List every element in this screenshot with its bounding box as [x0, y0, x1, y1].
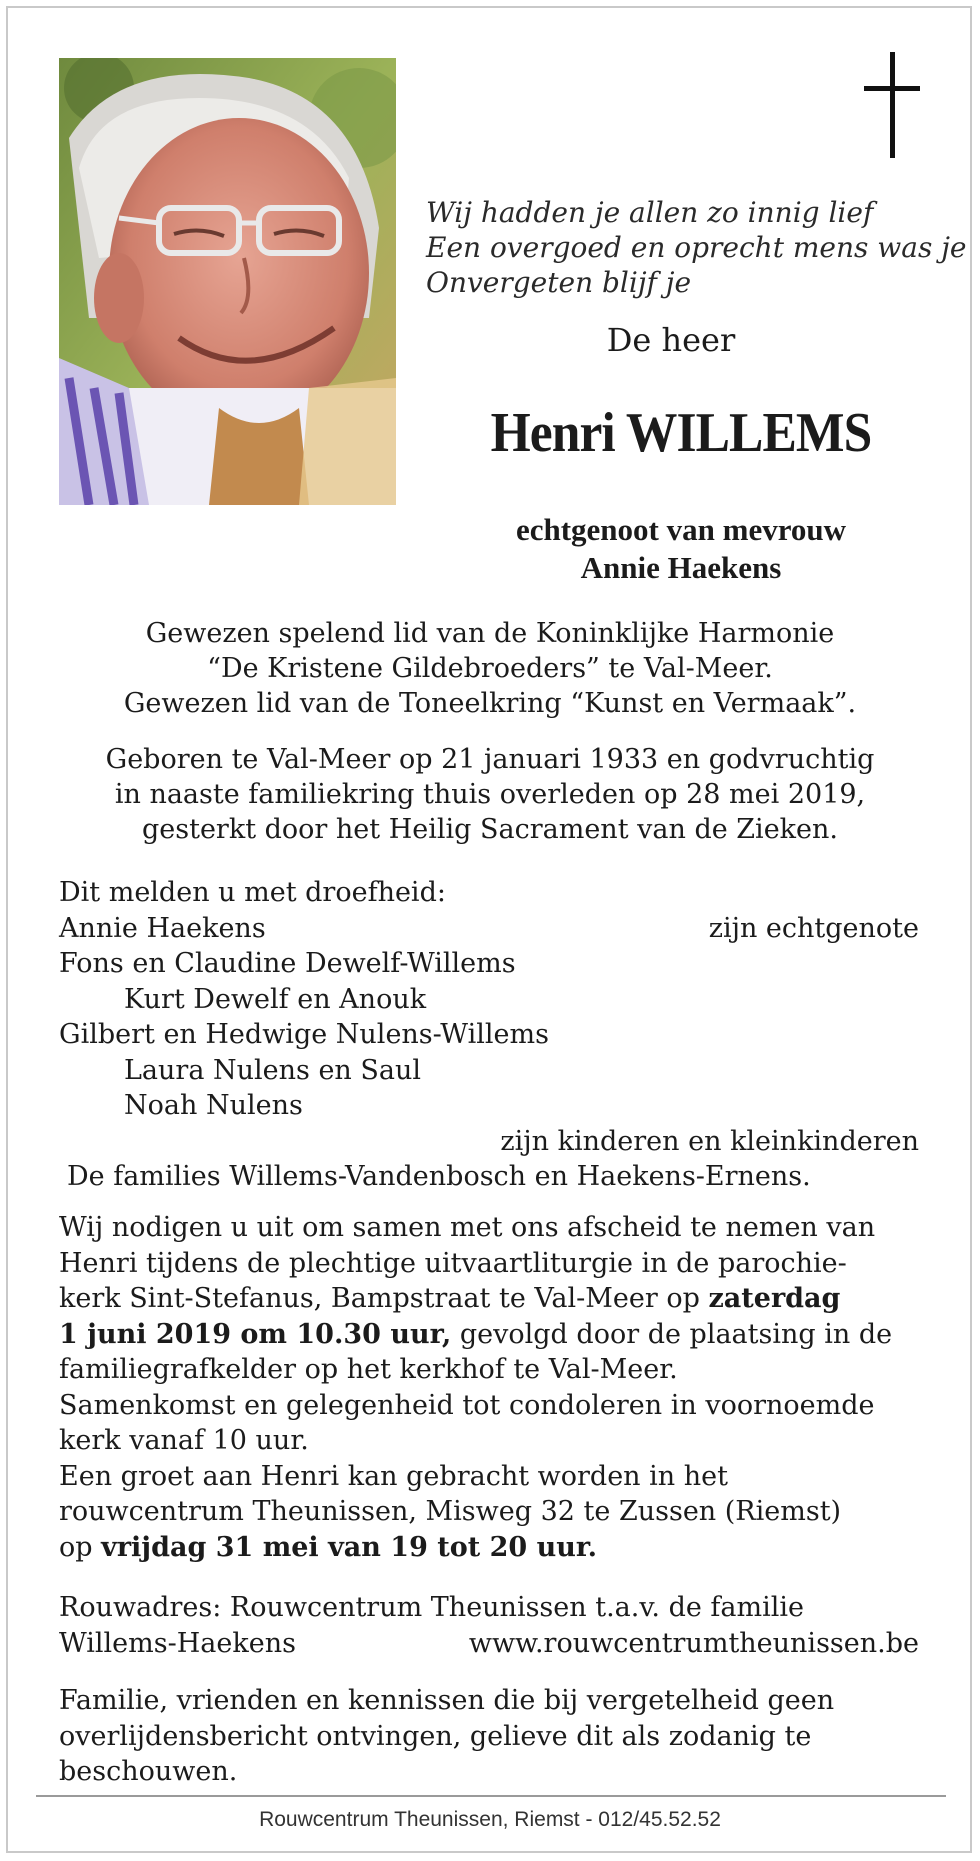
invitation-text: gevolgd door de plaatsing in de [451, 1318, 893, 1350]
visitation-time: vrijdag 31 mei van 19 tot 20 uur. [101, 1531, 598, 1563]
birth-death-line: gesterkt door het Heilig Sacrament van de Zieken. [141, 814, 838, 845]
spouse-name: Annie Haekens [580, 550, 782, 585]
invitation-line [59, 1281, 919, 1317]
invitation-day: zaterdag [708, 1283, 841, 1314]
invitation-line [59, 1530, 919, 1566]
website-link[interactable]: www.rouwcentrumtheunissen.be [468, 1627, 919, 1659]
spouse-info [426, 511, 936, 587]
family-row [59, 1124, 919, 1160]
family-grandchild: Noah Nulens [124, 1090, 303, 1121]
closing-line: overlijdensbericht ontvingen, gelieve dit als zodanig te [59, 1720, 812, 1752]
birth-death-info [40, 742, 940, 847]
invitation-line: Wij nodigen u uit om samen met ons afscheid te nemen van [59, 1212, 876, 1243]
birth-death-line: in naaste familiekring thuis overleden op 28 mei 2019, [114, 779, 866, 810]
memorial-verse [426, 195, 967, 300]
family-grandchild: Laura Nulens en Saul [124, 1054, 422, 1086]
membership-line: “De Kristene Gildebroeders” te Val-Meer. [207, 653, 773, 684]
family-child: Gilbert en Hedwige Nulens-Willems [59, 1019, 549, 1050]
verse-line: Een overgoed en oprecht mens was je [426, 231, 967, 264]
funeral-invitation [59, 1210, 919, 1565]
invitation-line: Een groet aan Henri kan gebracht worden in het [59, 1460, 728, 1492]
spouse-line: echtgenoot van mevrouw [515, 512, 847, 547]
invitation-datetime: 1 juni 2019 om 10.30 uur, [59, 1318, 452, 1350]
portrait-photo [59, 58, 396, 505]
family-child: Fons en Claudine Dewelf-Willems [59, 948, 516, 979]
family-row [59, 911, 919, 947]
deceased-name: Henri WILLEMS [490, 402, 872, 464]
verse-line: Wij hadden je allen zo innig lief [426, 196, 874, 229]
address-family: Willems-Haekens [59, 1627, 296, 1659]
family-intro: Dit melden u met droefheid: [59, 877, 446, 908]
invitation-text: op [59, 1531, 102, 1563]
address-line: Rouwadres: Rouwcentrum Theunissen t.a.v. de familie [59, 1592, 804, 1623]
footer-divider [36, 1795, 946, 1797]
membership-line: Gewezen lid van de Toneelkring “Kunst en Vermaak”. [123, 688, 857, 719]
memberships [40, 616, 940, 721]
birth-death-line: Geboren te Val-Meer op 21 januari 1933 en godvruchtig [105, 744, 875, 775]
address-row [59, 1626, 919, 1662]
invitation-line: rouwcentrum Theunissen, Misweg 32 te Zussen (Riemst) [59, 1496, 842, 1527]
cross-icon [862, 52, 922, 160]
closing-line: Familie, vrienden en kennissen die bij vergetelheid geen [59, 1685, 835, 1716]
salutation: De heer [606, 321, 736, 359]
family-spouse-role: zijn echtgenote [708, 912, 919, 944]
invitation-text: kerk Sint-Stefanus, Bampstraat te Val-Meer op [59, 1283, 709, 1314]
invitation-line: Henri tijdens de plechtige uitvaartliturgie in de parochie- [59, 1247, 847, 1279]
invitation-line [59, 1317, 919, 1353]
invitation-line: kerk vanaf 10 uur. [59, 1425, 309, 1456]
family-spouse-name: Annie Haekens [59, 912, 266, 944]
membership-line: Gewezen spelend lid van de Koninklijke Harmonie [145, 618, 835, 649]
family-extended: De families Willems-Vandenbosch en Haekens-Ernens. [67, 1161, 811, 1192]
verse-line: Onvergeten blijf je [426, 266, 692, 299]
family-grandchild: Kurt Dewelf en Anouk [124, 983, 427, 1015]
invitation-line: familiegrafkelder op het kerkhof te Val-Meer. [59, 1354, 678, 1385]
family-list [59, 875, 919, 1195]
closing-note [59, 1683, 919, 1790]
closing-line: beschouwen. [59, 1756, 238, 1787]
invitation-line: Samenkomst en gelegenheid tot condoleren in voornoemde [59, 1389, 875, 1421]
footer-contact: Rouwcentrum Theunissen, Riemst - 012/45.52.52 [259, 1808, 721, 1831]
family-children-role: zijn kinderen en kleinkinderen [500, 1125, 919, 1157]
mourning-address [59, 1590, 919, 1661]
